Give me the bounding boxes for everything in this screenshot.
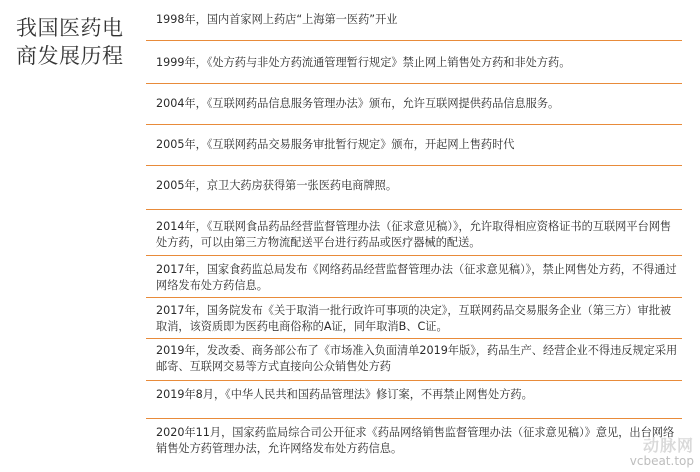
timeline-item [146,178,682,210]
watermark-logo-text: 动脉网 [642,436,694,455]
timeline-list [146,0,694,472]
timeline-item-text: 1999年，《处方药与非处方药流通管理暂行规定》禁止网上销售处方药和非处方药。 [156,56,571,69]
timeline-item [146,96,682,125]
timeline-item [146,303,682,339]
timeline-item [146,425,682,465]
timeline-item-text: 2017年，国务院发布《关于取消一批行政许可事项的决定》，互联网药品交易服务企业（第三方）审批被取消，该资质即为医药电商俗称的A证，同年取消B、C证。 [156,304,672,333]
timeline-item-text: 2019年，发改委、商务部公布了《市场准入负面清单2019年版》，药品生产、经营企业不得违反规定采用邮寄、互联网交易等方式直接向公众销售处方药 [156,344,678,373]
timeline-item-text: 2017年，国家食药监总局发布《网络药品经营监督管理办法（征求意见稿）》，禁止网售处方药，不得通过网络发布处方药信息。 [156,263,677,292]
timeline-item [146,343,682,381]
timeline-item-text: 1998年，国内首家网上药店“上海第一医药”开业 [156,13,398,26]
timeline-item-text: 2005年，《互联网药品交易服务审批暂行规定》颁布，开起网上售药时代 [156,138,515,151]
watermark [630,438,694,468]
timeline-item-text: 2004年，《互联网药品信息服务管理办法》颁布，允许互联网提供药品信息服务。 [156,97,560,110]
page-title: 我国医药电商发展历程 [16,16,124,68]
timeline-item [146,12,682,41]
timeline-item [146,219,682,256]
timeline-item [146,55,682,84]
watermark-url: vcbeat.top [629,454,694,468]
timeline-item [146,387,682,419]
timeline-item [146,137,682,166]
timeline-item-text: 2020年11月，国家药监局综合司公开征求《药品网络销售监督管理办法（征求意见稿）》意见，出台网络销售处方药管理办法，允许网络发布处方药信息。 [156,426,675,455]
timeline-item [146,262,682,298]
timeline-item-text: 2014年，《互联网食品药品经营监督管理办法（征求意见稿）》，允许取得相应资格证书的互联网平台网售处方药，可以由第三方物流配送平台进行药品或医疗器械的配送。 [156,220,672,249]
timeline-item-text: 2005年，京卫大药房获得第一张医药电商牌照。 [156,179,398,192]
timeline-item-text: 2019年8月，《中华人民共和国药品管理法》修订案，不再禁止网售处方药。 [156,388,533,401]
